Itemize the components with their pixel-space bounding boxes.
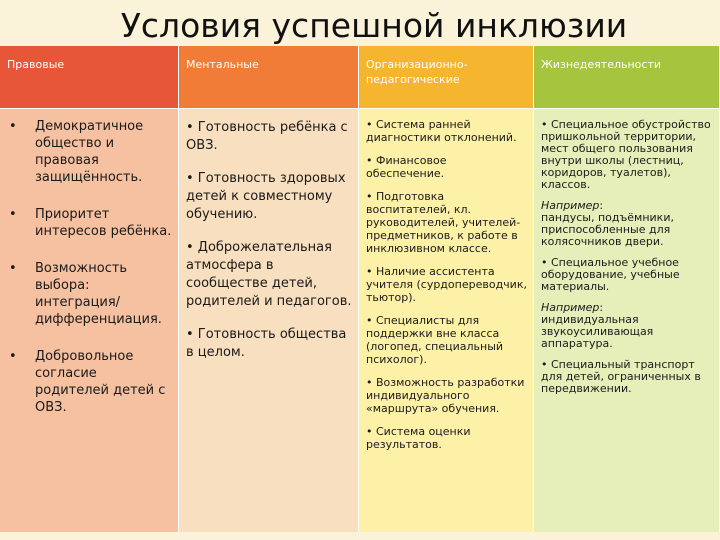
list-item: • Приоритет интересов ребёнка.: [8, 206, 172, 240]
list-item: • Подготовка воспитателей, кл. руководителей, учителей-предметников, к работе в инклюзивном классе.: [366, 190, 521, 255]
header-legal: Правовые: [0, 46, 179, 108]
conditions-table: [0, 46, 720, 532]
list-item: • Готовность здоровых детей к совместному обучению.: [186, 171, 346, 222]
list-item: • Специалисты для поддержки вне класса (логопед, специальный психолог).: [366, 314, 504, 366]
example-label: Например: [541, 199, 600, 212]
list-item: • Доброжелательная атмосфера в сообществе детей, родителей и педагогов.: [186, 240, 352, 309]
list-item: • Готовность ребёнка с ОВЗ.: [186, 120, 348, 153]
cell-legal: [0, 108, 179, 532]
header-mental: Ментальные: [179, 46, 359, 108]
list-item: • Специальное обустройство пришкольной территории, мест общего пользования внутри школы (лестниц, коридоров, туалетов), классов.: [541, 118, 711, 191]
list-item: • Система ранней диагностики отклонений.: [366, 118, 517, 144]
list-item: • Финансовое обеспечение.: [366, 154, 447, 180]
example-label: Например: [541, 301, 600, 314]
list-item: • Готовность общества в целом.: [186, 327, 347, 360]
example-text: индивидуальная звукоусиливающая аппаратура.: [541, 313, 654, 350]
list-item: • Возможность выбора: интеграция/дифференциация.: [8, 260, 172, 328]
legal-list: [8, 118, 172, 416]
list-item: • Специальный транспорт для детей, ограниченных в передвижении.: [541, 358, 701, 395]
slide-title: Условия успешной инклюзии: [120, 6, 628, 45]
list-item: • Специальное учебное оборудование, учебные материалы.: [541, 256, 680, 293]
list-item: • Возможность разработки индивидуального «маршрута» обучения.: [366, 376, 525, 415]
example-block: Например: пандусы, подъёмники, приспособленные для колясочников двери.: [541, 199, 674, 248]
list-item: • Наличие ассистента учителя (сурдопереводчик, тьютор).: [366, 265, 527, 304]
list-item: • Система оценки результатов.: [366, 425, 471, 451]
cell-life: [534, 108, 720, 532]
header-life: Жизнедеятельности: [534, 46, 720, 108]
example-block: Например: индивидуальная звукоусиливающая аппаратура.: [541, 301, 654, 350]
example-text: пандусы, подъёмники, приспособленные для колясочников двери.: [541, 211, 674, 248]
list-item: • Добровольное согласие родителей детей с ОВЗ.: [8, 348, 172, 416]
cell-mental: [179, 108, 359, 532]
header-organizational: Организационно-педагогические: [359, 46, 534, 108]
list-item: • Демократичное общество и правовая защищённость.: [8, 118, 172, 186]
cell-organizational: [359, 108, 534, 532]
